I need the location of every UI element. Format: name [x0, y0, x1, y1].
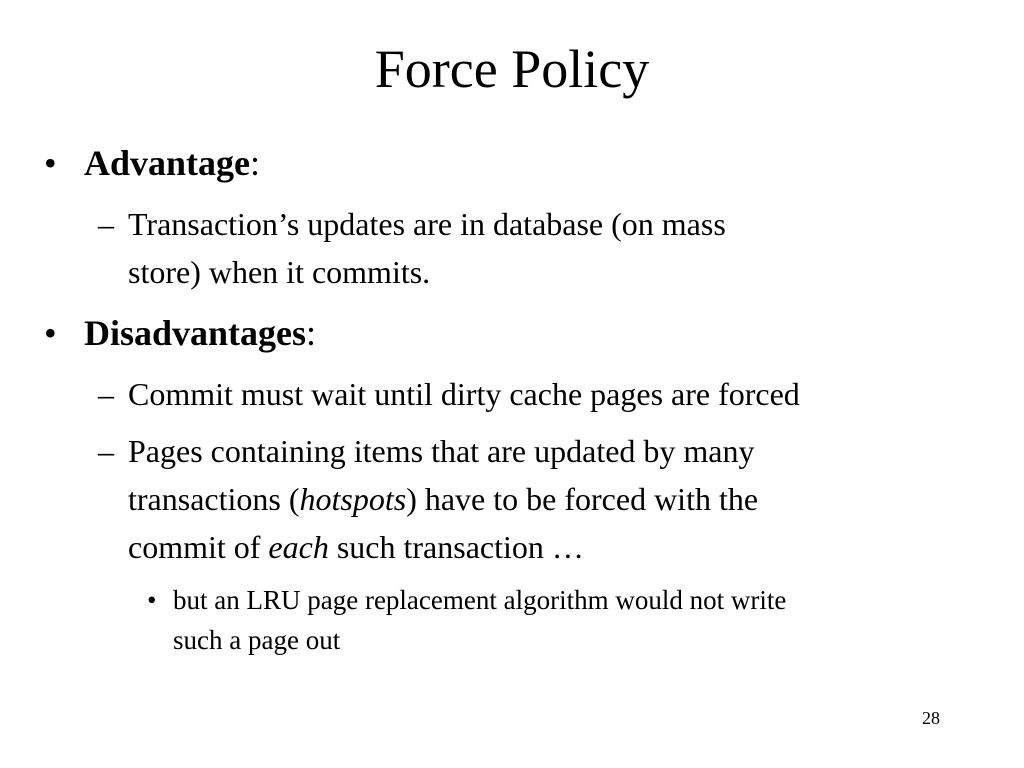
disadvantages-bullet-marker: • — [44, 313, 57, 353]
subitem-line-2: such a page out — [173, 625, 341, 655]
advantage-item-line-2: store) when it commits. — [128, 254, 431, 290]
advantage-colon: : — [250, 143, 261, 183]
advantage-bullet-marker: • — [44, 143, 57, 183]
slide-title: Force Policy — [374, 39, 650, 99]
disadvantage-item-2-line-3-post: such transaction … — [328, 529, 584, 565]
advantage-heading-text: Advantage — [84, 143, 251, 183]
advantage-item-line-1: Transaction’s updates are in database (on mass — [128, 206, 726, 242]
disadvantage-item-2-line-3-pre: commit of — [128, 529, 269, 565]
advantage-heading — [84, 141, 260, 185]
disadvantage-item-2-line-2-pre: transactions ( — [128, 481, 300, 517]
disadvantages-heading-text: Disadvantages — [84, 313, 307, 353]
disadvantage-item-2-marker: – — [98, 433, 114, 469]
disadvantages-colon: : — [306, 313, 317, 353]
subitem-line-1: but an LRU page replacement algorithm would not write — [173, 585, 787, 615]
disadvantage-item-1-text: Commit must wait until dirty cache pages are forced — [128, 376, 800, 412]
disadvantage-item-2-line-2 — [128, 475, 758, 523]
page-number: 28 — [922, 708, 940, 728]
each-emphasis: each — [268, 529, 329, 565]
disadvantage-item-2-line-1: Pages containing items that are updated by many — [128, 433, 755, 469]
disadvantage-item-2-line-2-post: ) have to be forced with the — [406, 481, 759, 517]
advantage-item-marker: – — [98, 206, 114, 242]
disadvantage-item-1-marker: – — [98, 376, 114, 412]
hotspots-emphasis: hotspots — [299, 481, 407, 517]
subitem-marker: • — [147, 585, 157, 615]
disadvantage-item-2-line-3 — [128, 523, 584, 571]
disadvantages-heading — [84, 311, 316, 355]
